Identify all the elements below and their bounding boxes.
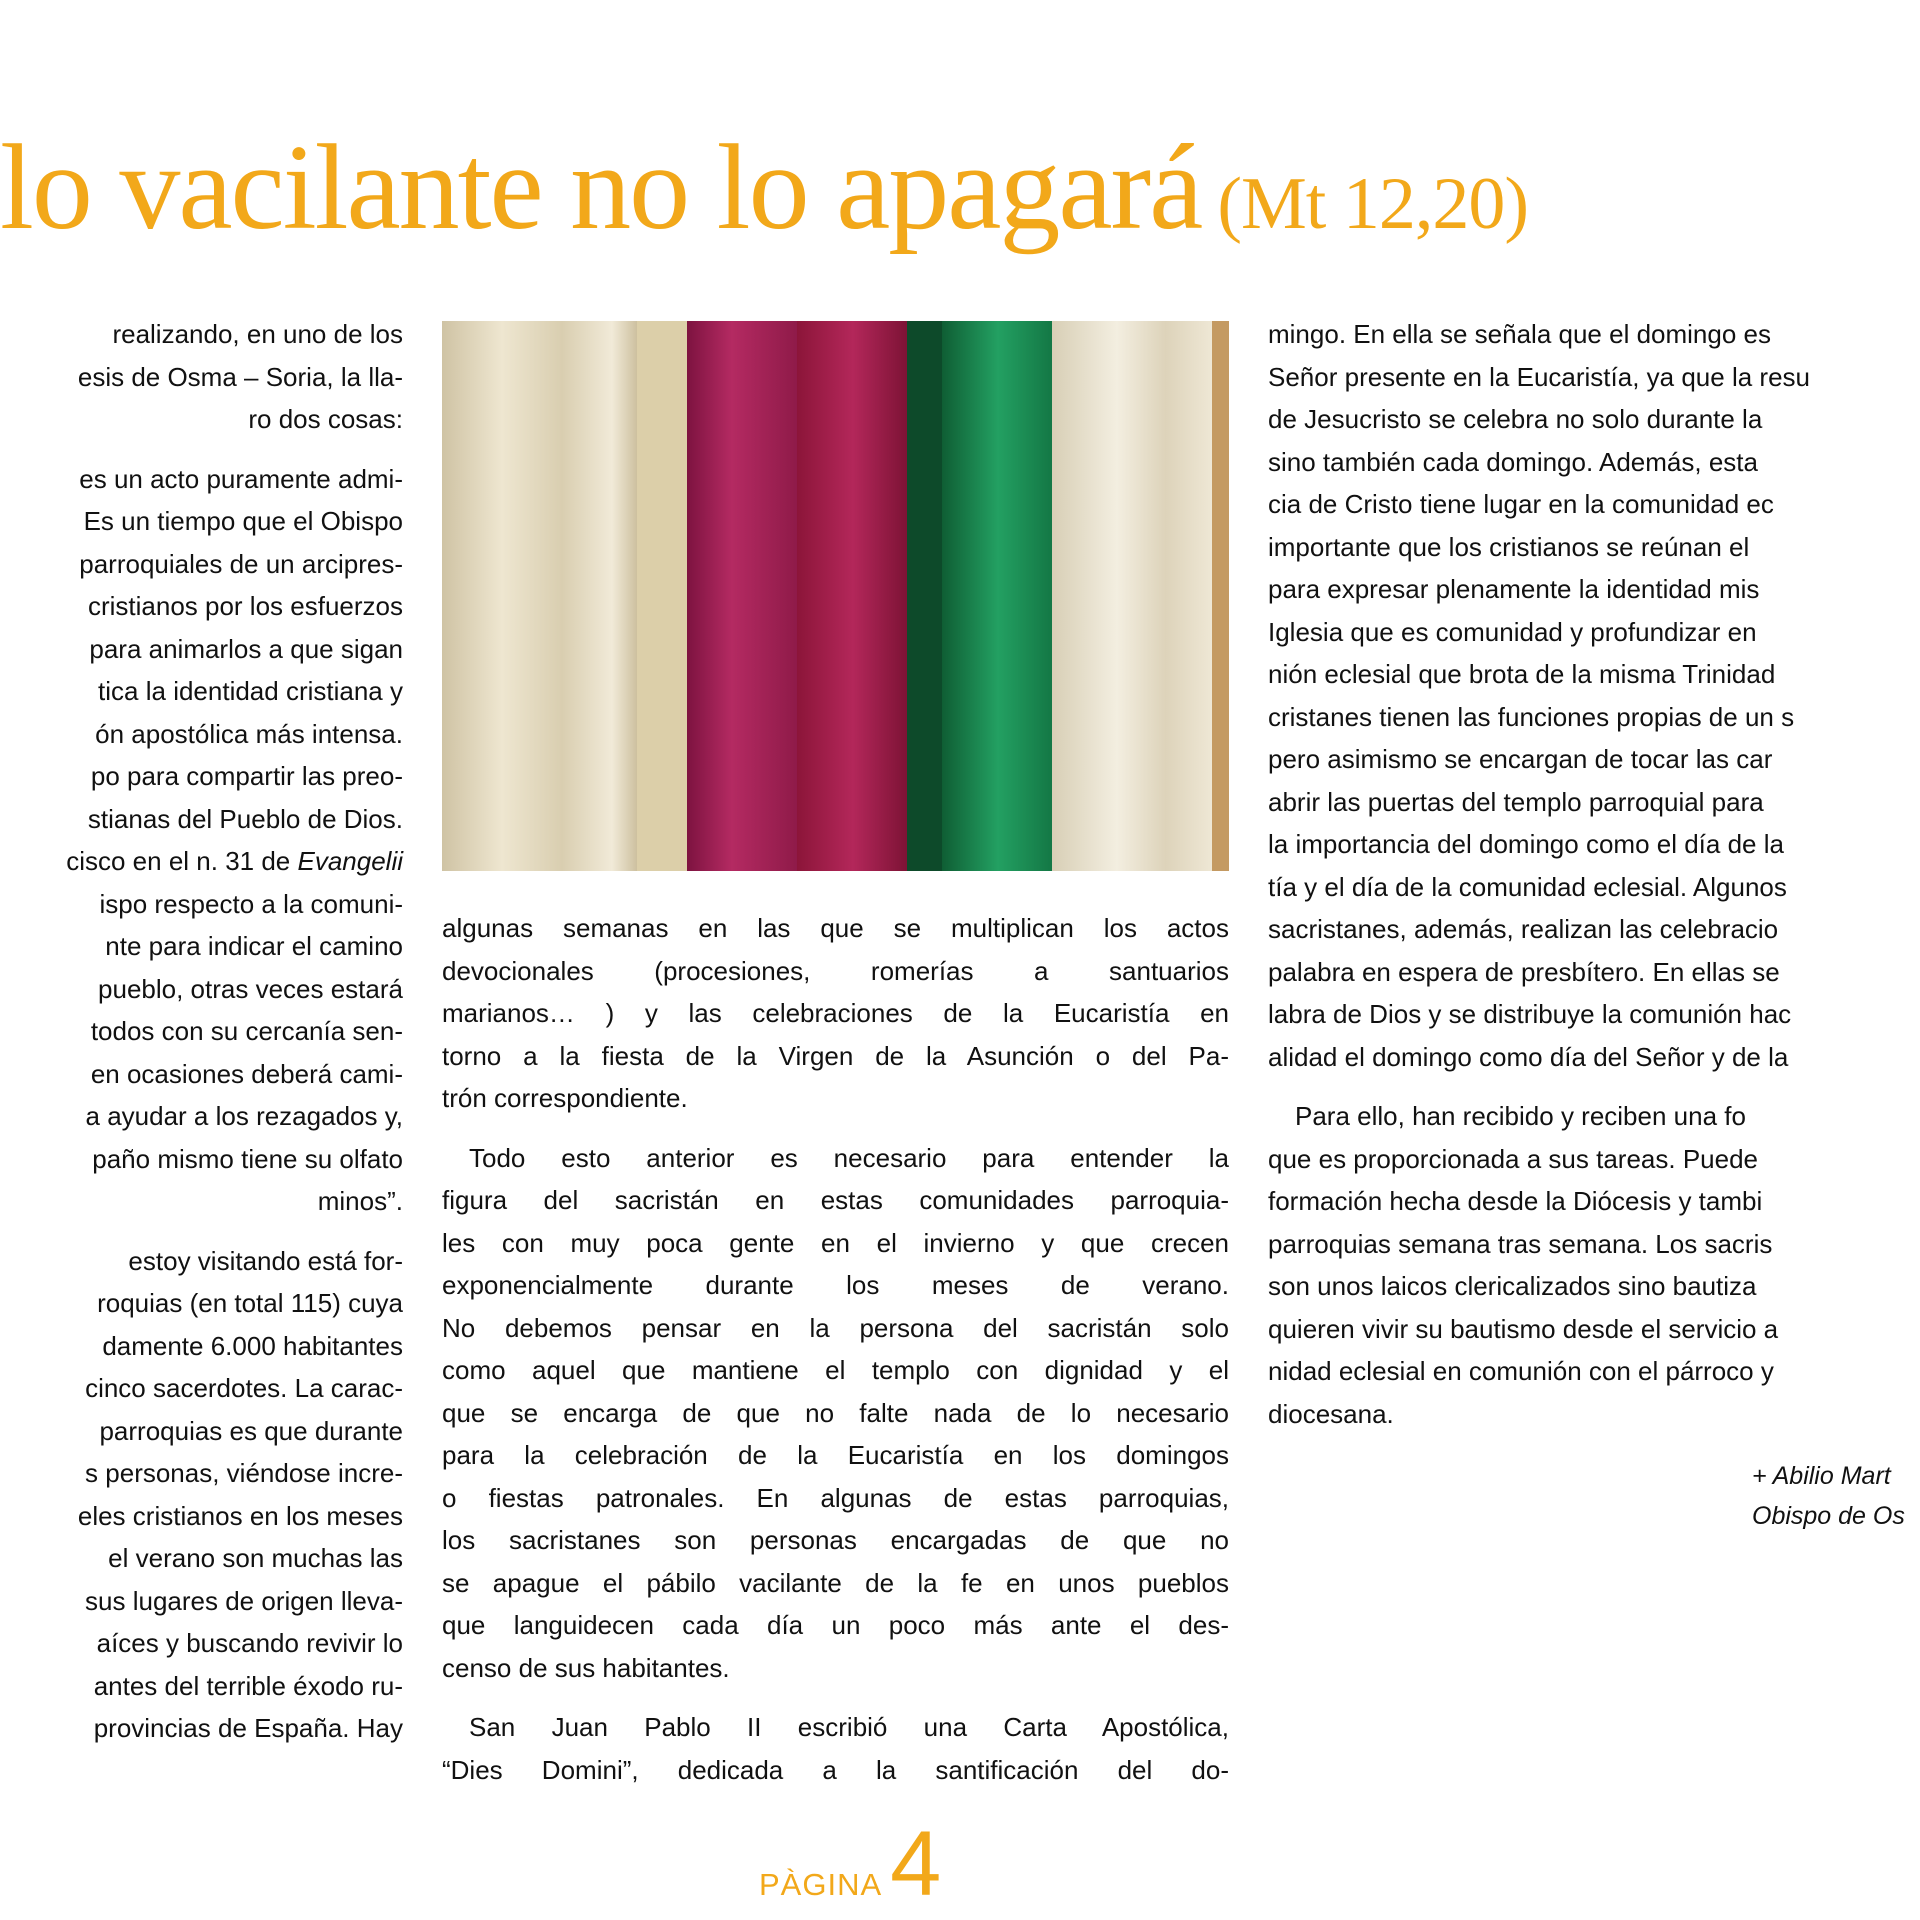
line-text: realizando, en uno de los: [112, 319, 403, 349]
paragraph: [1268, 313, 1908, 1078]
text-line: [1268, 1393, 1908, 1436]
middle-text-column: [442, 907, 1229, 1808]
text-line: [1268, 398, 1908, 441]
line-text: formación hecha desde la Diócesis y tambi: [1268, 1186, 1763, 1216]
line-text: tica la identidad cristiana y: [98, 676, 403, 706]
line-text: minos”.: [317, 1186, 403, 1216]
text-line: [0, 1495, 403, 1538]
line-text: Señor presente en la Eucaristía, ya que la resu: [1268, 361, 1810, 392]
text-line: [0, 585, 403, 628]
text-line: [0, 1410, 403, 1453]
text-line: [442, 1137, 1229, 1180]
text-line: [1268, 908, 1908, 951]
line-text: No debemos pensar en la persona del sacristán solo: [442, 1312, 1229, 1343]
line-text: todos con su cercanía sen-: [90, 1016, 403, 1046]
text-line: [0, 755, 403, 798]
text-line: [1268, 823, 1908, 866]
text-line: [0, 1053, 403, 1096]
line-text: en ocasiones deberá cami-: [90, 1058, 403, 1089]
line-text: para animarlos a que sigan: [89, 633, 403, 664]
line-text: sus lugares de origen lleva-: [85, 1585, 403, 1616]
line-text: diocesana.: [1268, 1398, 1394, 1429]
text-line: [0, 356, 403, 399]
text-line: [0, 1240, 403, 1283]
text-line: [1268, 1138, 1908, 1181]
line-text: el verano son muchas las: [108, 1543, 403, 1573]
line-text: pero asimismo se encargan de tocar las car: [1268, 744, 1773, 774]
paragraph: [1268, 1095, 1908, 1435]
line-text: como aquel que mantiene el templo con dignidad y el: [442, 1355, 1229, 1385]
text-line: [1268, 568, 1908, 611]
text-line: [1268, 526, 1908, 569]
paragraph: [442, 1137, 1229, 1690]
line-text: Todo esto anterior es necesario para entender la: [469, 1142, 1229, 1173]
text-line: [0, 713, 403, 756]
line-text: paño mismo tiene su olfato: [92, 1143, 403, 1174]
line-text: roquias (en total 115) cuya: [97, 1288, 403, 1318]
text-line: [1268, 866, 1908, 909]
line-text: ispo respecto a la comuni-: [99, 888, 403, 919]
text-line: [1268, 1180, 1908, 1223]
text-line: [0, 1138, 403, 1181]
text-line: [442, 1562, 1229, 1605]
line-text: s personas, viéndose incre-: [85, 1458, 403, 1488]
text-line: [442, 1749, 1229, 1792]
left-text-column: [0, 313, 403, 1767]
text-line: [442, 1349, 1229, 1392]
paragraph: [0, 313, 403, 441]
text-line: [0, 968, 403, 1011]
text-line: [0, 398, 403, 441]
text-line: [442, 1604, 1229, 1647]
text-line: [0, 1325, 403, 1368]
line-text: la importancia del domingo como el día de la: [1268, 829, 1784, 859]
text-line: [442, 1519, 1229, 1562]
text-line: [0, 1665, 403, 1708]
line-text: a ayudar a los rezagados y,: [85, 1101, 403, 1131]
vestments-photo: [442, 321, 1229, 871]
text-line: [442, 1392, 1229, 1435]
title-text: lo vacilante no lo apagará: [0, 120, 1202, 255]
line-text: nidad eclesial en comunión con el párroco y: [1268, 1356, 1774, 1386]
text-line: [1268, 653, 1908, 696]
line-text: cisco en el n. 31 de: [66, 846, 298, 876]
text-line: [442, 907, 1229, 950]
line-text: cia de Cristo tiene lugar en la comunidad ec: [1268, 489, 1774, 519]
line-text: “Dies Domini”, dedicada a la santificación del do-: [442, 1754, 1229, 1785]
text-line: [0, 925, 403, 968]
line-text: labra de Dios y se distribuye la comunión hac: [1268, 999, 1792, 1029]
text-line: [0, 670, 403, 713]
text-line: [0, 313, 403, 356]
line-text: figura del sacristán en estas comunidades parroquia-: [442, 1185, 1229, 1215]
line-text: que es proporcionada a sus tareas. Puede: [1268, 1143, 1759, 1174]
text-line: [0, 1282, 403, 1325]
text-line: [1268, 1308, 1908, 1351]
line-text: cristianos por los esfuerzos: [87, 591, 403, 621]
text-line: [0, 1452, 403, 1495]
line-text: nión eclesial que brota de la misma Trinidad: [1268, 659, 1776, 689]
text-line: [442, 950, 1229, 993]
wooden-wardrobe-edge: [1212, 321, 1229, 871]
text-line: [0, 840, 403, 883]
line-text: ro dos cosas:: [248, 404, 403, 434]
line-text: damente 6.000 habitantes: [102, 1330, 403, 1361]
line-text: se apague el pábilo vacilante de la fe en unos pueblos: [442, 1567, 1229, 1598]
line-text: parroquiales de un arcipres-: [79, 548, 403, 579]
line-text: abrir las puertas del templo parroquial para: [1268, 786, 1764, 817]
text-line: [442, 992, 1229, 1035]
line-text: les con muy poca gente en el invierno y que crecen: [442, 1227, 1229, 1258]
text-line: [0, 500, 403, 543]
text-line: [442, 1647, 1229, 1690]
line-text: para expresar plenamente la identidad mis: [1268, 574, 1760, 604]
line-text: Es un tiempo que el Obispo: [83, 506, 403, 536]
line-text: cinco sacerdotes. La carac-: [85, 1373, 403, 1403]
line-text: eles cristianos en los meses: [77, 1500, 403, 1531]
line-text: exponencialmente durante los meses de verano.: [442, 1270, 1229, 1300]
beige-vestment: [637, 321, 692, 871]
text-line: [0, 1180, 403, 1223]
line-text: sino también cada domingo. Además, esta: [1268, 446, 1758, 477]
text-line: [1268, 1095, 1908, 1138]
right-text-column: [1268, 313, 1908, 1452]
page-label: PÀGINA: [759, 1867, 883, 1902]
paragraph: [442, 907, 1229, 1120]
dark-green-vestment: [907, 321, 943, 871]
text-line: [442, 1222, 1229, 1265]
line-text: los sacristanes son personas encargadas de que no: [442, 1525, 1229, 1555]
line-text: estoy visitando está for-: [128, 1245, 403, 1276]
text-line: [1268, 738, 1908, 781]
text-line: [0, 883, 403, 926]
line-text: po para compartir las preo-: [90, 761, 403, 791]
text-line: [0, 1095, 403, 1138]
line-text: tía y el día de la comunidad eclesial. Algunos: [1268, 871, 1787, 902]
signature: [1752, 1456, 1905, 1536]
line-text: ón apostólica más intensa.: [95, 718, 403, 749]
line-text: palabra en espera de presbítero. En ellas se: [1268, 956, 1780, 987]
line-text: antes del terrible éxodo ru-: [93, 1670, 403, 1701]
line-text: es un acto puramente admi-: [79, 463, 403, 494]
text-line: [442, 1477, 1229, 1520]
text-line: [1268, 313, 1908, 356]
line-text: quieren vivir su bautismo desde el servicio a: [1268, 1313, 1779, 1344]
text-line: [442, 1264, 1229, 1307]
line-text: cristanes tienen las funciones propias de un s: [1268, 701, 1795, 732]
text-line: [1268, 483, 1908, 526]
text-line: [1268, 356, 1908, 399]
signature-role: Obispo de Os: [1752, 1502, 1905, 1530]
line-text: nte para indicar el camino: [105, 931, 403, 961]
text-line: [0, 1010, 403, 1053]
text-line: [0, 1580, 403, 1623]
crimson-vestment: [797, 321, 909, 871]
signature-name: + Abilio Mart: [1752, 1462, 1891, 1490]
line-text: o fiestas patronales. En algunas de estas parroquias,: [442, 1482, 1229, 1513]
line-text: importante que los cristianos se reúnan el: [1268, 531, 1750, 562]
line-text: de Jesucristo se celebra no solo durante la: [1268, 404, 1763, 434]
line-text: stianas del Pueblo de Dios.: [87, 803, 403, 834]
text-line: [442, 1179, 1229, 1222]
text-line: [442, 1077, 1229, 1120]
line-text: marianos… ) y las celebraciones de la Eucaristía en: [442, 998, 1229, 1028]
line-text: censo de sus habitantes.: [442, 1652, 730, 1683]
line-text: son unos laicos clericalizados sino bautiza: [1268, 1271, 1757, 1301]
bible-reference: (Mt 12,20): [1217, 163, 1528, 245]
text-line: [0, 458, 403, 501]
text-line: [1268, 993, 1908, 1036]
line-text: para la celebración de la Eucaristía en los domingos: [442, 1440, 1229, 1470]
text-line: [1268, 1265, 1908, 1308]
paragraph: [0, 1240, 403, 1750]
line-text: sacristanes, además, realizan las celebracio: [1268, 914, 1779, 944]
line-text: torno a la fiesta de la Virgen de la Asunción o del Pa-: [442, 1040, 1229, 1071]
line-text: algunas semanas en las que se multiplican los actos: [442, 913, 1229, 943]
text-line: [1268, 1223, 1908, 1266]
text-line: [0, 1537, 403, 1580]
italic-title: Evangelii: [297, 846, 403, 876]
page-number: 4: [890, 1813, 942, 1915]
line-text: que se encarga de que no falte nada de lo necesario: [442, 1397, 1229, 1428]
text-line: [1268, 696, 1908, 739]
paragraph: [0, 458, 403, 1223]
paragraph: [442, 1706, 1229, 1791]
line-text: trón correspondiente.: [442, 1083, 688, 1113]
text-line: [1268, 441, 1908, 484]
text-line: [1268, 951, 1908, 994]
line-text: provincias de España. Hay: [93, 1713, 403, 1743]
text-line: [442, 1307, 1229, 1350]
line-text: mingo. En ella se señala que el domingo es: [1268, 319, 1771, 349]
text-line: [0, 1367, 403, 1410]
line-text: alidad el domingo como día del Señor y de la: [1268, 1041, 1789, 1072]
magenta-vestment: [687, 321, 799, 871]
line-text: pueblo, otras veces estará: [98, 973, 403, 1004]
text-line: [442, 1434, 1229, 1477]
text-line: [0, 1622, 403, 1665]
text-line: [1268, 1036, 1908, 1079]
text-line: [0, 628, 403, 671]
text-line: [442, 1706, 1229, 1749]
green-vestment: [942, 321, 1054, 871]
line-text: Para ello, han recibido y reciben una fo: [1295, 1101, 1746, 1131]
text-line: [442, 1035, 1229, 1078]
line-text: parroquias es que durante: [99, 1415, 403, 1446]
line-text: esis de Osma – Soria, la lla-: [77, 361, 403, 392]
cream-vestment: [442, 321, 642, 871]
line-text: Iglesia que es comunidad y profundizar en: [1268, 616, 1757, 647]
white-vestment: [1052, 321, 1214, 871]
page-footer: [759, 1812, 941, 1917]
text-line: [0, 798, 403, 841]
text-line: [1268, 781, 1908, 824]
line-text: que languidecen cada día un poco más ante el des-: [442, 1610, 1229, 1640]
text-line: [1268, 611, 1908, 654]
text-line: [0, 1707, 403, 1750]
text-line: [0, 543, 403, 586]
line-text: parroquias semana tras semana. Los sacris: [1268, 1228, 1773, 1259]
article-title: [0, 118, 1528, 258]
line-text: aíces y buscando revivir lo: [96, 1628, 403, 1658]
line-text: San Juan Pablo II escribió una Carta Apostólica,: [469, 1712, 1229, 1742]
text-line: [1268, 1350, 1908, 1393]
line-text: devocionales (procesiones, romerías a santuarios: [442, 955, 1229, 986]
